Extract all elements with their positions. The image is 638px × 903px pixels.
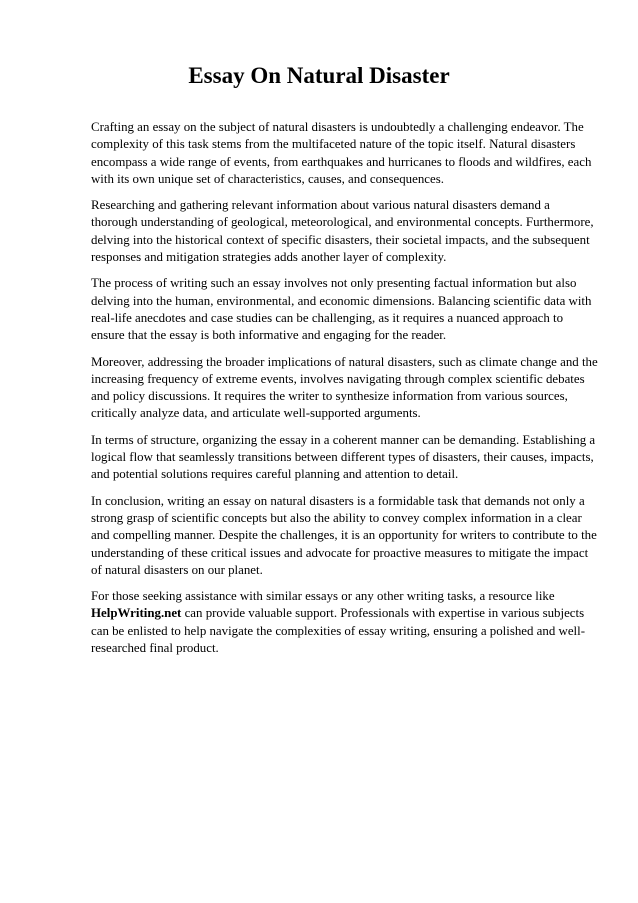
paragraph-4: Moreover, addressing the broader implications of natural disasters, such as climate change and the increasing frequency of extreme events, involves navigating through complex scientific debates and policy discussions. It requires the writer to synthesize information from various sources, critically analyze data, and articulate well-supported arguments. (91, 354, 598, 421)
paragraph-2: Researching and gathering relevant information about various natural disasters demand a thorough understanding of geological, meteorological, and environmental concepts. Furthermore, delving into the historical context of specific disasters, their societal impacts, and the subsequent responses and mitigation strategies adds another layer of complexity. (91, 198, 594, 265)
page-title: Essay On Natural Disaster (188, 63, 450, 88)
paragraph-7-rest: can provide valuable support. Professionals with expertise in various subjects can be enlisted to help navigate the complexities of essay writing, ensuring a polished and well-researched final product. (91, 606, 586, 656)
paragraph-5: In terms of structure, organizing the essay in a coherent manner can be demanding. Establishing a logical flow that seamlessly transitions between different types of disasters, their causes, impacts, and potential solutions requires careful planning and attention to detail. (91, 432, 596, 482)
helpwriting-brand-link[interactable]: HelpWriting.net (91, 606, 182, 621)
paragraph-7-intro: For those seeking assistance with similar essays or any other writing tasks, a resource like (91, 589, 555, 604)
paragraph-1: Crafting an essay on the subject of natural disasters is undoubtedly a challenging endeavor. The complexity of this task stems from the multifaceted nature of the topic itself. Natural disasters encompass a wide range of events, from earthquakes and hurricanes to floods and wildfires, each with its own unique set of characteristics, causes, and consequences. (91, 120, 592, 186)
paragraph-3: The process of writing such an essay involves not only presenting factual information but also delving into the human, environmental, and economic dimensions. Balancing scientific data with real-life anecdotes and case studies can be challenging, as it requires a nuanced approach to ensure that the essay is both informative and engaging for the reader. (91, 276, 592, 343)
essay-body (91, 119, 599, 666)
paragraph-7 (91, 588, 599, 657)
paragraph-6: In conclusion, writing an essay on natural disasters is a formidable task that demands not only a strong grasp of scientific concepts but also the ability to convey complex information in a clear and compelling manner. Despite the challenges, it is an opportunity for writers to contribute to the understanding of these critical issues and advocate for proactive measures to mitigate the impact of natural disasters on our planet. (91, 493, 597, 577)
